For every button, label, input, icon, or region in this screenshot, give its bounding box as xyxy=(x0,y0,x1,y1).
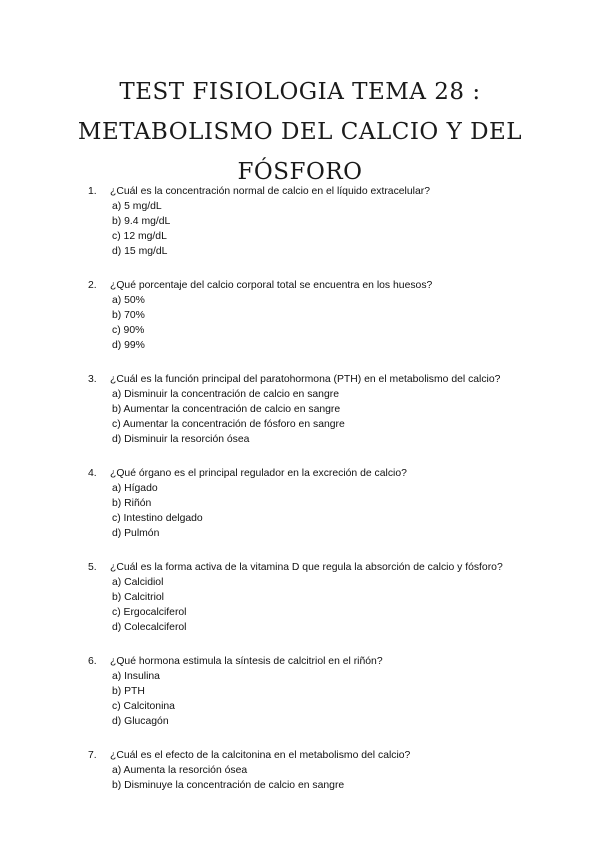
question-text: ¿Cuál es la concentración normal de calcio en el líquido extracelular? xyxy=(110,186,430,197)
question-7 xyxy=(88,748,528,793)
option-a: a) 50% xyxy=(112,295,145,306)
option-list xyxy=(110,669,528,729)
option-c: c) Ergocalciferol xyxy=(112,607,187,618)
question-text: ¿Cuál es el efecto de la calcitonina en el metabolismo del calcio? xyxy=(110,750,411,761)
option-b: b) 9.4 mg/dL xyxy=(112,216,171,227)
option-c: c) Calcitonina xyxy=(112,701,175,712)
option-list xyxy=(110,199,528,259)
option-d: d) 15 mg/dL xyxy=(112,246,168,257)
option-b: b) Disminuye la concentración de calcio en sangre xyxy=(112,780,345,791)
question-number: 7. xyxy=(88,750,97,761)
question-number: 6. xyxy=(88,656,97,667)
question-3 xyxy=(88,372,528,447)
option-b: b) PTH xyxy=(112,686,145,697)
question-2 xyxy=(88,278,528,353)
option-b: b) Calcitriol xyxy=(112,592,164,603)
question-text: ¿Cuál es la forma activa de la vitamina D que regula la absorción de calcio y fósforo? xyxy=(110,562,503,573)
question-number: 5. xyxy=(88,562,97,573)
question-text: ¿Cuál es la función principal del paratohormona (PTH) en el metabolismo del calcio? xyxy=(110,374,501,385)
option-list xyxy=(110,387,528,447)
question-text: ¿Qué porcentaje del calcio corporal total se encuentra en los huesos? xyxy=(110,280,433,291)
option-b: b) 70% xyxy=(112,310,145,321)
option-a: a) Insulina xyxy=(112,671,160,682)
option-d: d) 99% xyxy=(112,340,145,351)
option-list xyxy=(110,293,528,353)
option-c: c) Intestino delgado xyxy=(112,513,203,524)
question-number: 2. xyxy=(88,280,97,291)
question-1 xyxy=(88,184,528,259)
option-c: c) 12 mg/dL xyxy=(112,231,167,242)
option-d: d) Glucagón xyxy=(112,716,169,727)
option-c: c) 90% xyxy=(112,325,145,336)
option-a: a) Calcidiol xyxy=(112,577,164,588)
question-5 xyxy=(88,560,528,635)
question-number: 3. xyxy=(88,374,97,385)
question-number: 1. xyxy=(88,186,97,197)
option-list xyxy=(110,763,528,793)
question-text: ¿Qué hormona estimula la síntesis de calcitriol en el riñón? xyxy=(110,656,383,667)
question-text: ¿Qué órgano es el principal regulador en la excreción de calcio? xyxy=(110,468,407,479)
page-title: TEST FISIOLOGIA TEMA 28 : METABOLISMO DEL CALCIO Y DEL FÓSFORO xyxy=(77,79,523,185)
option-list xyxy=(110,481,528,541)
option-d: d) Colecalciferol xyxy=(112,622,187,633)
option-a: a) Disminuir la concentración de calcio en sangre xyxy=(112,389,339,400)
option-list xyxy=(110,575,528,635)
question-6 xyxy=(88,654,528,729)
option-b: b) Aumentar la concentración de calcio en sangre xyxy=(112,404,341,415)
option-a: a) Hígado xyxy=(112,483,158,494)
option-a: a) Aumenta la resorción ósea xyxy=(112,765,248,776)
option-c: c) Aumentar la concentración de fósforo en sangre xyxy=(112,419,345,430)
option-d: d) Pulmón xyxy=(112,528,160,539)
option-d: d) Disminuir la resorción ósea xyxy=(112,434,250,445)
question-list xyxy=(88,184,528,812)
question-4 xyxy=(88,466,528,541)
option-a: a) 5 mg/dL xyxy=(112,201,162,212)
question-number: 4. xyxy=(88,468,97,479)
option-b: b) Riñón xyxy=(112,498,152,509)
